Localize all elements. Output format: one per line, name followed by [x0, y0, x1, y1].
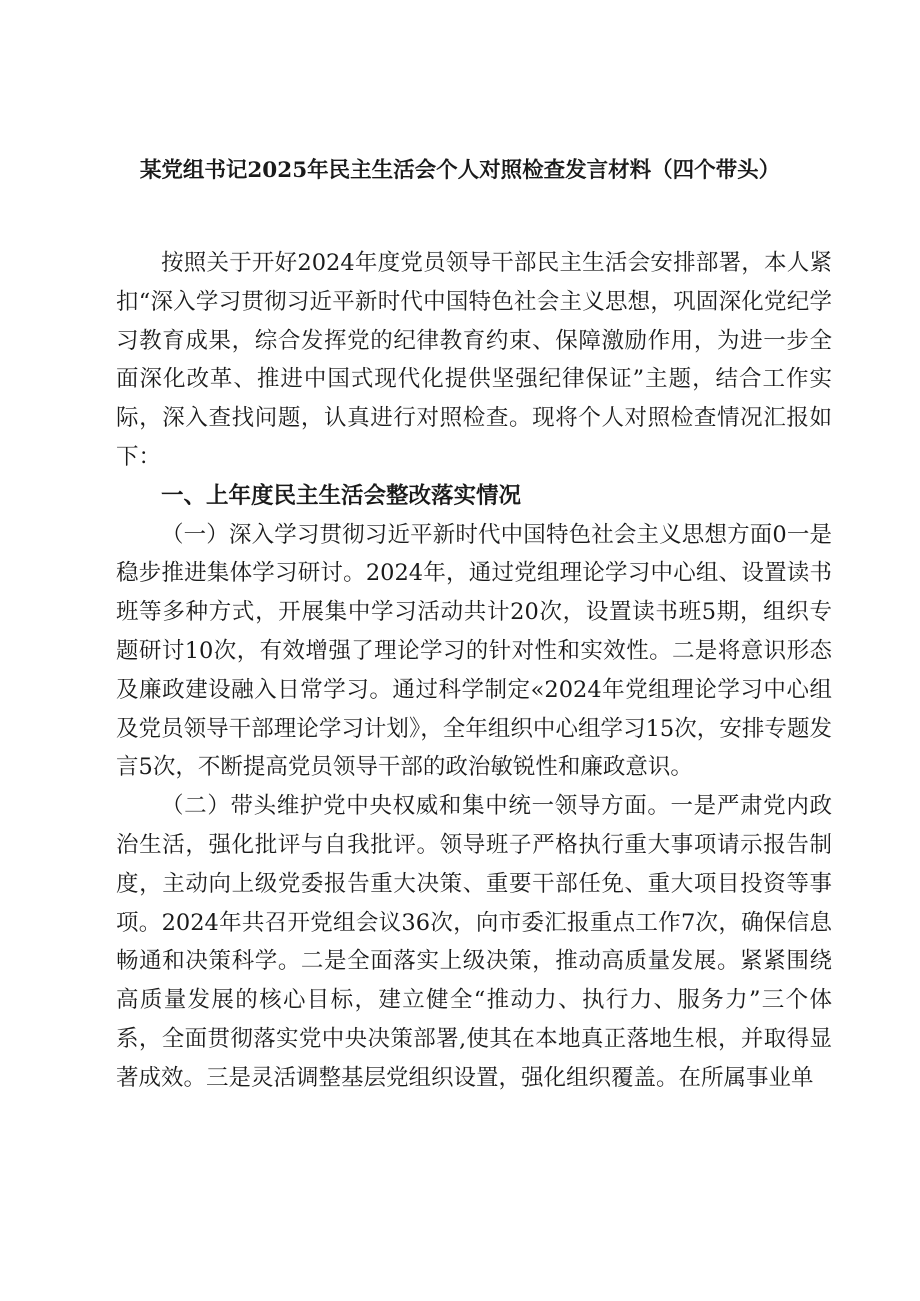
section-item-2: （二）带头维护党中央权威和集中统一领导方面。一是严肃党内政治生活，强化批评与自我批评。领导班子严格执行重大事项请示报告制度，主动向上级党委报告重大决策、重要干部任免、重大项目投资等事项。2024年共召开党组会议36次，向市委汇报重点工作7次，确保信息畅通和决策科学。二是全面落实上级决策，推动高质量发展。紧紧围绕高质量发展的核心目标，建立健全“推动力、执行力、服务力”三个体系，全面贯彻落实党中央决策部署,使其在本地真正落地生根，并取得显著成效。三是灵活调整基层党组织设置，强化组织覆盖。在所属事业单: [116, 793, 832, 1091]
intro-paragraph: 按照关于开好2024年度党员领导干部民主生活会安排部署，本人紧扣“深入学习贯彻习近平新时代中国特色社会主义思想，巩固深化党纪学习教育成果，综合发挥党的纪律教育约束、保障激励作用，为进一步全面深化改革、推进中国式现代化提供坚强纪律保证”主题，结合工作实际，深入查找问题，认真进行对照检查。现将个人对照检查情况汇报如下：: [116, 250, 832, 470]
section-item-1: （一）深入学习贯彻习近平新时代中国特色社会主义思想方面0一是稳步推进集体学习研讨。2024年，通过党组理论学习中心组、设置读书班等多种方式，开展集中学习活动共计20次，设置读书班5期，组织专题研讨10次，有效增强了理论学习的针对性和实效性。二是将意识形态及廉政建设融入日常学习。通过科学制定«2024年党组理论学习中心组及党员领导干部理论学习计划》，全年组织中心组学习15次，安排专题发言5次，不断提高党员领导干部的政治敏锐性和廉政意识。: [116, 521, 832, 781]
document-body: [116, 244, 832, 1098]
section-heading: 一、上年度民主生活会整改落实情况: [161, 482, 522, 509]
document-title: 某党组书记2025年民主生活会个人对照检查发言材料（四个带头）: [139, 158, 781, 183]
